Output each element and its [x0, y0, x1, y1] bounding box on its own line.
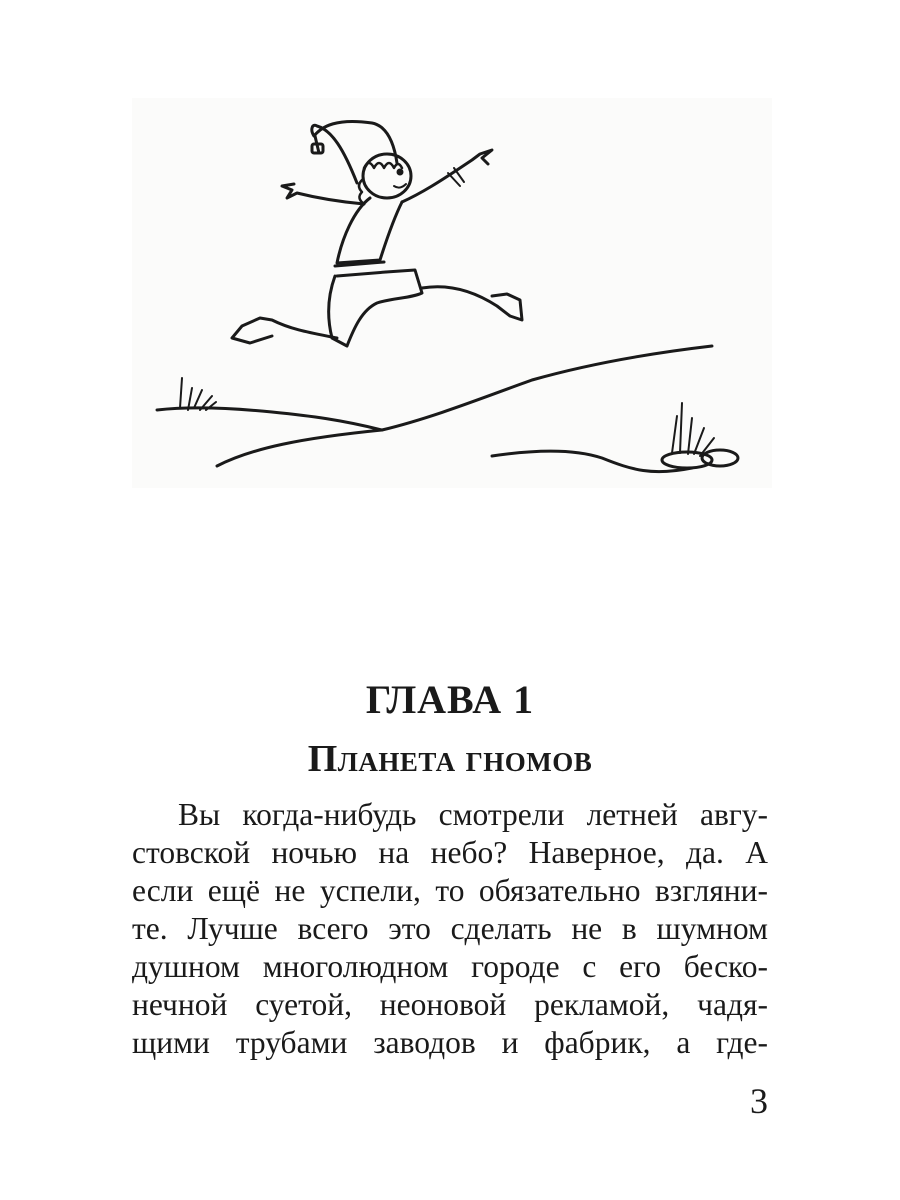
gnome-shorts: [329, 270, 422, 346]
gnome-arm-left: [282, 184, 364, 204]
ground-line: [157, 346, 712, 430]
stone-2: [702, 450, 738, 466]
grass-left: [180, 378, 216, 410]
body-line: стовской ночью на небо? Наверное, да. А: [132, 835, 768, 870]
body-line: щими трубами заводов и фабрик, а где-: [132, 1025, 768, 1060]
body-line: если ещё не успели, то обязательно взгляни-: [132, 873, 768, 908]
chapter-title: Планета гномов: [307, 738, 593, 780]
gnome-body: [337, 198, 402, 263]
body-line: нечной суетой, неоновой рекламой, чадя-: [132, 987, 768, 1022]
gnome-leg-back: [232, 318, 337, 343]
ground-lower-line: [217, 430, 382, 466]
gnome-belt: [335, 262, 386, 276]
page-number: 3: [750, 1081, 768, 1121]
gnome-head: [363, 154, 411, 198]
grass-right: [672, 403, 714, 456]
gnome-leg-front: [422, 287, 522, 320]
body-line: те. Лучше всего это сделать не в шумном: [132, 911, 768, 946]
gnome-arm-right: [402, 150, 492, 202]
body-line: Вы когда-нибудь смотрели летней авгу-: [178, 797, 768, 832]
gnome-hat: [312, 121, 397, 183]
jumping-gnome-illustration: [132, 98, 772, 488]
chapter-number: ГЛАВА 1: [365, 677, 535, 722]
body-line: душном многолюдном городе с его беско-: [132, 949, 768, 984]
body-paragraph: [132, 796, 768, 1062]
